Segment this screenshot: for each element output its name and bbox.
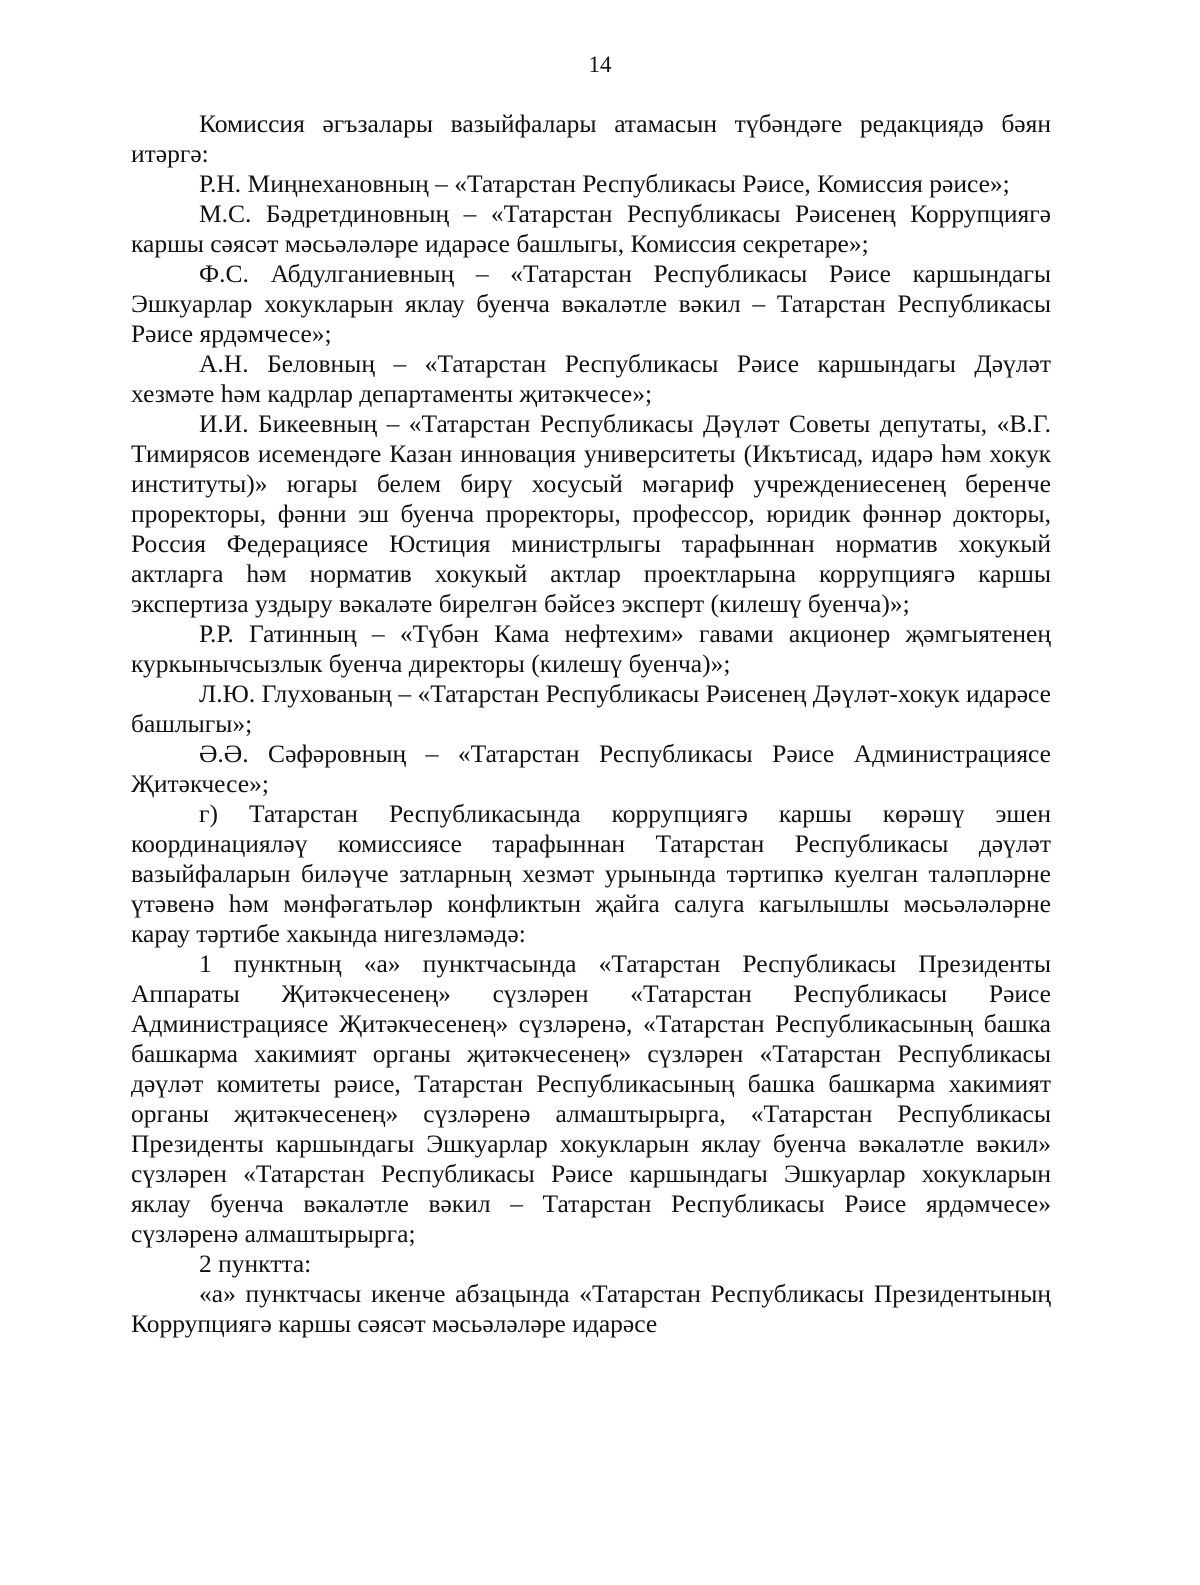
paragraph-point-2: 2 пунктта:: [199, 1249, 312, 1278]
paragraph-badretdinov: М.С. Бәдретдиновның – «Татарстан Республикасы Рәисенең Коррупциягә каршы сәясәт мәсьәләләре идарәсе башлыгы, Комиссия секретаре»;: [131, 199, 1051, 258]
paragraph-glukhova: Л.Ю. Глухованың – «Татарстан Республикасы Рәисенең Дәүләт-хокук идарәсе башлыгы»;: [131, 679, 1051, 738]
document-body: [131, 109, 1051, 1339]
paragraph-safarov: Ә.Ә. Сәфәровның – «Татарстан Республикасы Рәисе Администрациясе Җитәкчесе»;: [131, 739, 1051, 798]
paragraph-point-1: 1 пунктның «а» пунктчасында «Татарстан Республикасы Президенты Аппараты Җитәкчесенең» сүзләрен «Татарстан Республикасы Рәисе Администрациясе Җитәкчесенең» сүзләренә, «Татарстан Республикасының башка башкарма хакимият органы җитәкчесенең» сүзләрен «Татарстан Республикасы дәүләт комитеты рәисе, Татарстан Республикасының башка башкарма хакимият органы җитәкчесенең» сүзләренә алмаштырырга, «Татарстан Республикасы Президенты каршындагы Эшкуарлар хокукларын яклау буенча вәкаләтле вәкил» сүзләрен «Татарстан Республикасы Рәисе каршындагы Эшкуарлар хокукларын яклау буенча вәкаләтле вәкил – Татарстан Республикасы Рәисе ярдәмчесе» сүзләренә алмаштырырга;: [131, 949, 1051, 1248]
paragraph-bikeev: И.И. Бикеевның – «Татарстан Республикасы Дәүләт Советы депутаты, «В.Г. Тимирясов исемендәге Казан инновация университеты (Икътисад, идарә һәм хокук институты)» югары белем бирү хосусый мәгариф учреждениесенең беренче проректоры, фәнни эш буенча проректоры, профессор, юридик фәннәр докторы, Россия Федерациясе Юстиция министрлыгы тарафыннан норматив хокукый актларга һәм норматив хокукый актлар проектларына коррупциягә каршы экспертиза уздыру вәкаләте бирелгән бәйсез эксперт (килешү буенча)»;: [131, 409, 1051, 618]
page-number: 14: [588, 52, 612, 77]
paragraph-belov: А.Н. Беловның – «Татарстан Республикасы Рәисе каршындагы Дәүләт хезмәте һәм кадрлар департаменты җитәкчесе»;: [131, 349, 1051, 408]
paragraph-gatin: Р.Р. Гатинның – «Түбән Кама нефтехим» гавами акционер җәмгыятенең куркынычсызлык буенча директоры (килешү буенча)»;: [131, 619, 1051, 678]
paragraph-intro: Комиссия әгъзалары вазыйфалары атамасын түбәндәге редакциядә бәян итәргә:: [131, 109, 1051, 168]
paragraph-minnikhanov: Р.Н. Миңнехановның – «Татарстан Республикасы Рәисе, Комиссия рәисе»;: [199, 169, 1010, 198]
paragraph-item-g: г) Татарстан Республикасында коррупциягә каршы көрәшү эшен координацияләү комиссиясе тарафыннан Татарстан Республикасы дәүләт вазыйфаларын биләүче затларның хезмәт урынында тәртипкә куелган таләпләрне үтәвенә һәм мәнфәгатьләр конфликтын җайга салуга кагылышлы мәсьәләләрне карау тәртибе хакында нигезләмәдә:: [131, 799, 1051, 948]
paragraph-abdulganiev: Ф.С. Абдулганиевның – «Татарстан Республикасы Рәисе каршындагы Эшкуарлар хокукларын яклау буенча вәкаләтле вәкил – Татарстан Республикасы Рәисе ярдәмчесе»;: [131, 259, 1051, 348]
paragraph-subpoint-a: «а» пунктчасы икенче абзацында «Татарстан Республикасы Президентының Коррупциягә каршы сәясәт мәсьәләләре идарәсе: [131, 1279, 1051, 1338]
